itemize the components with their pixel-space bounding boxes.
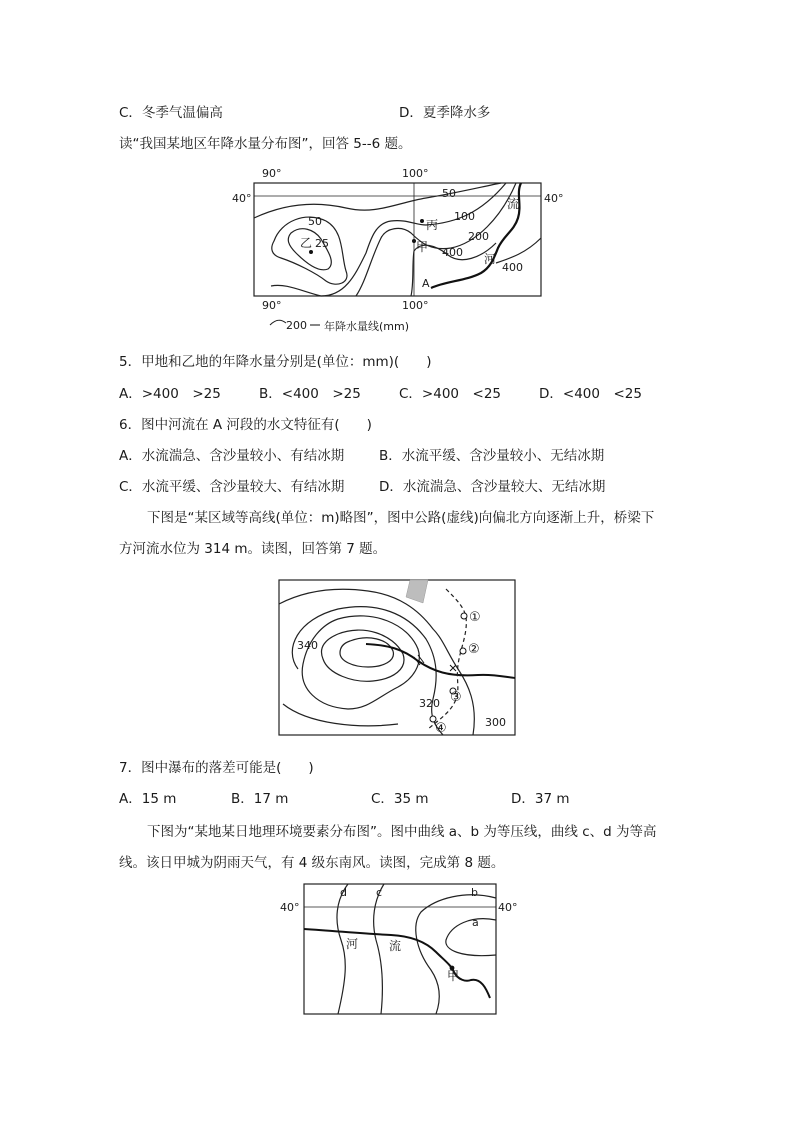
q6-option-b: B．水流平缓、含沙量较小、无结冰期 bbox=[379, 448, 605, 464]
marker-2-dot bbox=[460, 648, 466, 654]
label-lat-left: 40° bbox=[280, 901, 300, 914]
label-iso-200: 200 bbox=[468, 230, 489, 243]
q5-option-b: B．<400 >25 bbox=[259, 386, 361, 402]
q7-option-d: D．37 m bbox=[511, 791, 570, 807]
q5-option-c: C．>400 <25 bbox=[399, 386, 501, 402]
q7-option-b: B．17 m bbox=[231, 791, 289, 807]
intro-q7-line2: 方河流水位为 314 m。读图，回答第 7 题。 bbox=[119, 541, 387, 557]
q4-option-d: D．夏季降水多 bbox=[399, 105, 491, 121]
shaded-area bbox=[406, 580, 428, 603]
q4-option-c: C．冬季气温偏高 bbox=[119, 105, 223, 121]
label-river-he: 河 bbox=[484, 252, 497, 266]
contour-south bbox=[283, 704, 398, 726]
q5-stem: 5．甲地和乙地的年降水量分别是(单位：mm)( ) bbox=[119, 354, 432, 370]
point-yi bbox=[309, 250, 313, 254]
contour-inner bbox=[340, 638, 393, 667]
isohyet-200 bbox=[356, 183, 516, 296]
q5-option-a: A．>400 >25 bbox=[119, 386, 221, 402]
label-point-a: A bbox=[422, 277, 430, 290]
label-b: b bbox=[471, 886, 478, 899]
contour-map bbox=[278, 579, 516, 736]
label-a: a bbox=[472, 916, 479, 929]
label-340: 340 bbox=[297, 639, 318, 652]
map-frame bbox=[279, 580, 515, 735]
river bbox=[366, 644, 515, 678]
label-300: 300 bbox=[485, 716, 506, 729]
label-jia: 甲 bbox=[416, 240, 429, 254]
label-iso-400-a: 400 bbox=[442, 246, 463, 259]
label-iso-400-b: 400 bbox=[502, 261, 523, 274]
label-river-he: 河 bbox=[346, 937, 359, 951]
label-river-liu: 流 bbox=[507, 197, 520, 211]
q6-stem: 6．图中河流在 A 河段的水文特征有( ) bbox=[119, 417, 372, 433]
precipitation-map bbox=[226, 163, 572, 335]
label-lon-100-bottom: 100° bbox=[402, 299, 429, 312]
isobar-a bbox=[446, 919, 496, 956]
legend-isohyet-sample bbox=[270, 320, 286, 325]
intro-q8-line1: 下图为“某地某日地理环境要素分布图”。图中曲线 a、b 为等压线，曲线 c、d 为等高 bbox=[147, 824, 657, 840]
q6-option-c: C．水流平缓、含沙量较大、有结冰期 bbox=[119, 479, 345, 495]
legend-value: 200 bbox=[286, 319, 307, 332]
label-lon-90-bottom: 90° bbox=[262, 299, 282, 312]
marker-1-dot bbox=[461, 613, 467, 619]
label-circle-4: ④ bbox=[435, 721, 447, 736]
label-yi: 乙 bbox=[300, 236, 313, 250]
bridge-mark bbox=[450, 665, 456, 671]
q7-option-a: A．15 m bbox=[119, 791, 177, 807]
q5-option-d: D．<400 <25 bbox=[539, 386, 642, 402]
label-city-jia: 甲 bbox=[447, 969, 460, 983]
label-d: d bbox=[340, 886, 347, 899]
label-iso-100: 100 bbox=[454, 210, 475, 223]
label-lon-90-top: 90° bbox=[262, 167, 282, 180]
label-circle-1: ① bbox=[469, 610, 481, 625]
label-lat-40-left: 40° bbox=[232, 192, 252, 205]
contour-300 bbox=[292, 607, 443, 735]
label-bing: 丙 bbox=[426, 218, 439, 232]
label-iso-50-top: 50 bbox=[442, 187, 456, 200]
q6-option-a: A．水流湍急、含沙量较小、有结冰期 bbox=[119, 448, 345, 464]
label-lon-100-top: 100° bbox=[402, 167, 429, 180]
label-circle-3: ③ bbox=[450, 690, 462, 705]
label-value-25: 25 bbox=[315, 237, 329, 250]
label-320: 320 bbox=[419, 697, 440, 710]
legend-label: 年降水量线(mm) bbox=[324, 320, 410, 333]
intro-q8-line2: 线。该日甲城为阴雨天气，有 4 级东南风。读图，完成第 8 题。 bbox=[119, 855, 505, 871]
label-lat-right: 40° bbox=[498, 901, 518, 914]
q6-option-d: D．水流湍急、含沙量较大、无结冰期 bbox=[379, 479, 606, 495]
label-river-liu: 流 bbox=[389, 939, 402, 953]
q7-stem: 7．图中瀑布的落差可能是( ) bbox=[119, 760, 314, 776]
geo-elements-map bbox=[276, 880, 522, 1018]
isobar-b bbox=[416, 895, 496, 1014]
intro-q5-q6: 读“我国某地区年降水量分布图”，回答 5--6 题。 bbox=[119, 136, 412, 152]
q7-option-c: C．35 m bbox=[371, 791, 429, 807]
label-c: c bbox=[376, 886, 383, 899]
contour-c bbox=[374, 884, 384, 1014]
intro-q7-line1: 下图是“某区域等高线(单位：m)略图”，图中公路(虚线)向偏北方向逐渐上升，桥梁下 bbox=[147, 510, 655, 526]
map-frame bbox=[254, 183, 541, 296]
label-circle-2: ② bbox=[468, 642, 480, 657]
label-iso-50-inner: 50 bbox=[308, 215, 322, 228]
point-bing bbox=[420, 219, 424, 223]
label-lat-40-right: 40° bbox=[544, 192, 564, 205]
contour-outer bbox=[279, 589, 474, 735]
